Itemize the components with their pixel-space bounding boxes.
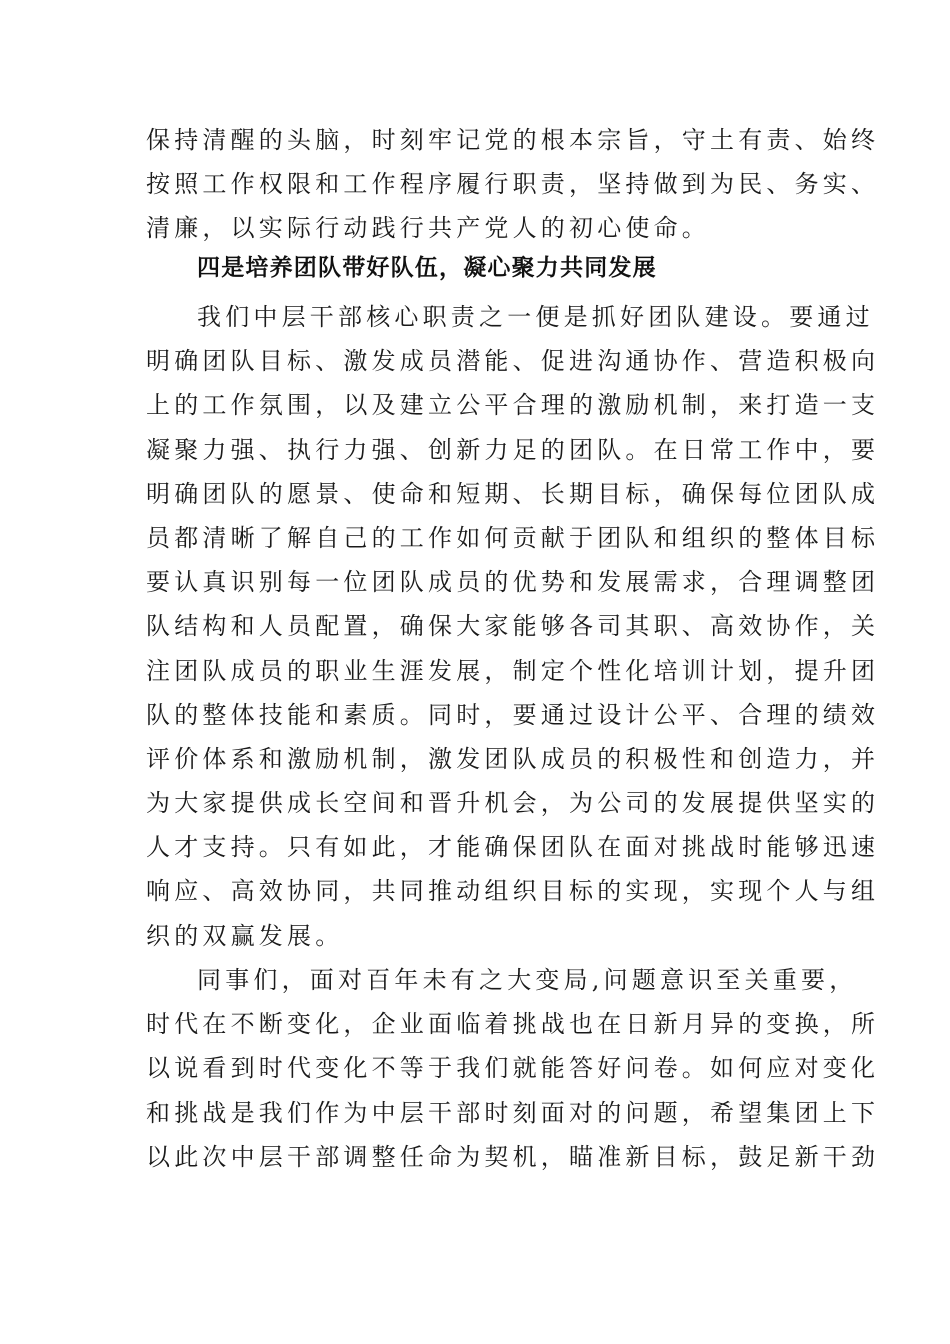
text-line: 人才支持。只有如此，才能确保团队在面对挑战时能够迅速: [146, 833, 880, 862]
text-line: 我们中层干部核心职责之一便是抓好团队建设。要通过: [197, 303, 874, 331]
text-line: 以此次中层干部调整任命为契机，瞄准新目标，鼓足新干劲: [146, 1142, 880, 1171]
section-heading: 四是培养团队带好队伍，凝心聚力共同发展: [197, 255, 657, 281]
text-line: 保持清醒的头脑，时刻牢记党的根本宗旨，守土有责、始终: [146, 126, 880, 154]
text-line: 注团队成员的职业生涯发展，制定个性化培训计划，提升团: [146, 656, 880, 685]
text-line: 队的整体技能和素质。同时，要通过设计公平、合理的绩效: [146, 700, 880, 729]
text-line: 按照工作权限和工作程序履行职责，坚持做到为民、务实、: [146, 170, 880, 199]
text-line: 队结构和人员配置，确保大家能够各司其职、高效协作，关: [146, 612, 880, 641]
text-line: 清廉，以实际行动践行共产党人的初心使命。: [146, 214, 710, 243]
text-line: 响应、高效协同，共同推动组织目标的实现，实现个人与组: [146, 877, 880, 906]
text-line: 为大家提供成长空间和晋升机会，为公司的发展提供坚实的: [146, 789, 880, 818]
paragraph-3: [146, 958, 880, 1179]
text-line: 评价体系和激励机制，激发团队成员的积极性和创造力，并: [146, 744, 880, 773]
paragraph-2: [146, 295, 880, 958]
text-line: 以说看到时代变化不等于我们就能答好问卷。如何应对变化: [146, 1054, 880, 1083]
text-line: 同事们，面对百年未有之大变局,问题意识至关重要，: [197, 966, 858, 994]
text-line: 员都清晰了解自己的工作如何贡献于团队和组织的整体目标: [146, 523, 880, 552]
paragraph-1: [146, 118, 880, 251]
text-line: 凝聚力强、执行力强、创新力足的团队。在日常工作中，要: [146, 435, 880, 464]
text-line: 和挑战是我们作为中层干部时刻面对的问题，希望集团上下: [146, 1098, 880, 1127]
text-line: 明确团队的愿景、使命和短期、长期目标，确保每位团队成: [146, 479, 880, 508]
text-line: 要认真识别每一位团队成员的优势和发展需求，合理调整团: [146, 568, 880, 597]
text-line: 上的工作氛围，以及建立公平合理的激励机制，来打造一支: [146, 391, 880, 420]
text-line: 时代在不断变化，企业面临着挑战也在日新月异的变换，所: [146, 1010, 880, 1039]
text-line: 织的双赢发展。: [146, 921, 344, 950]
text-line: 明确团队目标、激发成员潜能、促进沟通协作、营造积极向: [146, 347, 880, 376]
